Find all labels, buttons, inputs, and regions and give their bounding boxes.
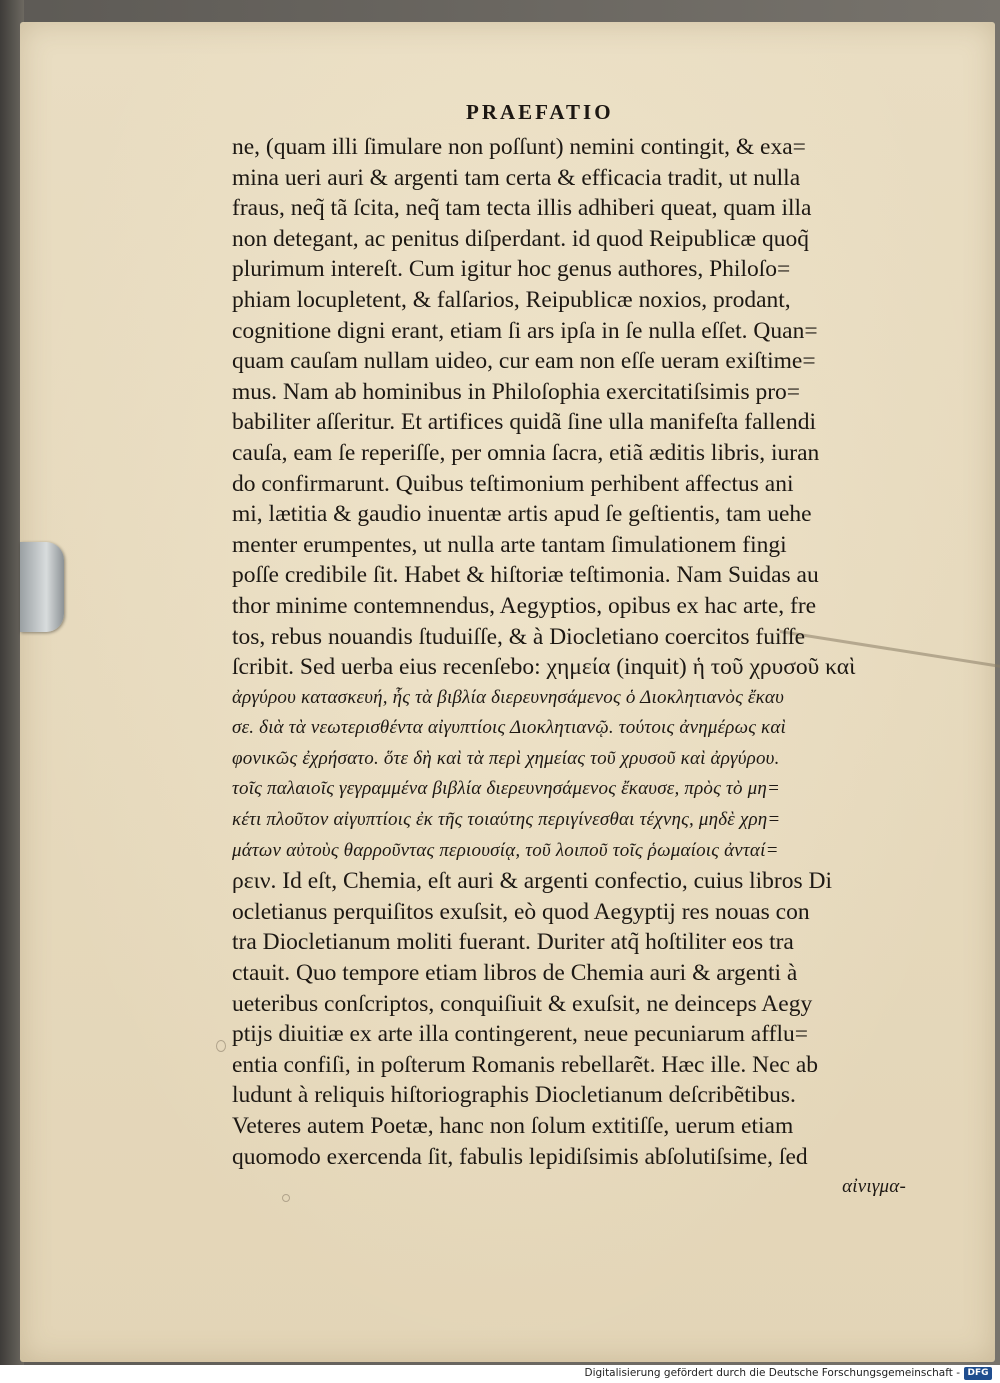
text-line: ρειν. Id eſt, Chemia, eſt auri & argenti confectio, cuius libros Di	[232, 868, 833, 895]
text-line: ctauit. Quo tempore etiam libros de Chemia auri & argenti à	[232, 960, 798, 987]
text-line: phiam locupletent, & falſarios, Reipublicæ noxios, prodant,	[232, 286, 791, 313]
text-line: quomodo exercenda ſit, fabulis lepidiſsimis abſolutiſsime, ſed	[232, 1143, 808, 1170]
text-line: do confirmarunt. Quibus teſtimonium perhibent affectus ani	[232, 470, 794, 497]
dfg-logo-icon: DFG	[964, 1367, 992, 1380]
text-line: quam cauſam nullam uideo, cur eam non eſſe ueram exiſtime=	[232, 348, 816, 375]
body-text	[232, 132, 912, 1203]
greek-text-line: τοῖς παλαιοῖς γεγραμμένα βιβλία διερευνησάμενος ἔκαυσε, πρὸς τὸ μη=	[232, 778, 780, 800]
greek-text-line: κέτι πλοῦτον αἰγυπτίοις ἐκ τῆς τοιαύτης περιγίνεσθαι τέχνης, μηδὲ χρη=	[232, 809, 781, 831]
text-line: mus. Nam ab hominibus in Philoſophia exercitatiſsimis pro=	[232, 378, 801, 405]
text-line: tra Diocletianum moliti fuerant. Duriter atq̃ hoſtiliter eos tra	[232, 929, 794, 956]
running-head: PRAEFATIO	[466, 100, 614, 124]
text-line: plurimum intereſt. Cum igitur hoc genus authores, Philoſo=	[232, 256, 791, 283]
text-line: mina ueri auri & argenti tam certa & efficacia tradit, ut nulla	[232, 164, 801, 191]
text-line: thor minime contemnendus, Aegyptios, opibus ex hac arte, fre	[232, 592, 817, 619]
text-line: ueteribus conſcriptos, conquiſiuit & exuſsit, ne deinceps Aegy	[232, 990, 813, 1017]
text-line: ſcribit. Sed uerba eius recenſebo: χημεία (inquit) ἡ τοῦ χρυσοῦ καὶ	[232, 654, 856, 681]
text-line: ne, (quam illi ſimulare non poſſunt) nemini contingit, & exa=	[232, 134, 806, 160]
text-line: tos, rebus nouandis ſtuduiſſe, & à Diocletiano coercitos fuiſſe	[232, 623, 806, 650]
text-line: cauſa, eam ſe reperiſſe, per omnia ſacra, etiã æditis libris, iuran	[232, 439, 820, 466]
greek-text-line: σε. διὰ τὰ νεωτερισθέντα αἰγυπτίοις Διοκλητιανῷ. τούτοις ἀνημέρως καὶ	[232, 717, 787, 739]
text-line: ludunt à reliquis hiſtoriographis Diocletianum deſcribẽtibus.	[232, 1082, 796, 1109]
text-line: non detegant, ac penitus diſperdant. id quod Reipublicæ quoq̃	[232, 225, 809, 252]
text-line: mi, lætitia & gaudio inuentæ artis apud ſe geſtientis, tam uehe	[232, 501, 812, 528]
catchword: αἰνιγμα-	[842, 1176, 906, 1198]
text-line: ptijs diuitiæ ex arte illa contingerent, neue pecuniarum afflu=	[232, 1021, 808, 1048]
greek-text-line: μάτων αὐτοὺς θαρροῦντας περιουσίᾳ, τοῦ λοιποῦ τοῖς ῥωμαίοις ἀνταί=	[232, 839, 779, 861]
greek-text-line: ἀργύρου κατασκευή, ἧς τὰ βιβλία διερευνησάμενος ὁ Διοκλητιανὸς ἔκαυ	[232, 686, 785, 708]
text-line: fraus, neq̃ tã ſcita, neq̃ tam tecta illis adhiberi queat, quam illa	[232, 195, 812, 222]
text-line: entia confiſi, in poſterum Romanis rebellarẽt. Hæc ille. Nec ab	[232, 1051, 819, 1078]
digitization-credit: Digitalisierung gefördert durch die Deutsche Forschungsgemeinschaft -	[584, 1367, 960, 1379]
text-line: menter erumpentes, ut nulla arte tantam ſimulationem fingi	[232, 531, 787, 558]
text-line: ocletianus perquiſitos exuſsit, eò quod Aegyptij res nouas con	[232, 898, 810, 925]
text-line: babiliter aſſeritur. Et artifices quidã ſine ulla manifeſta fallendi	[232, 409, 817, 436]
text-line: cognitione digni erant, etiam ſi ars ipſa in ſe nulla eſſet. Quan=	[232, 317, 818, 344]
text-line: poſſe credibile ſit. Habet & hiſtoriæ teſtimonia. Nam Suidas au	[232, 562, 819, 589]
paper-blemish	[216, 1040, 226, 1052]
greek-text-line: φονικῶς ἐχρήσατο. ὅτε δὴ καὶ τὰ περὶ χημείας τοῦ χρυσοῦ καὶ ἀργύρου.	[232, 747, 780, 769]
page-clip	[20, 542, 64, 632]
text-line: Veteres autem Poetæ, hanc non ſolum extitiſſe, uerum etiam	[232, 1113, 794, 1139]
